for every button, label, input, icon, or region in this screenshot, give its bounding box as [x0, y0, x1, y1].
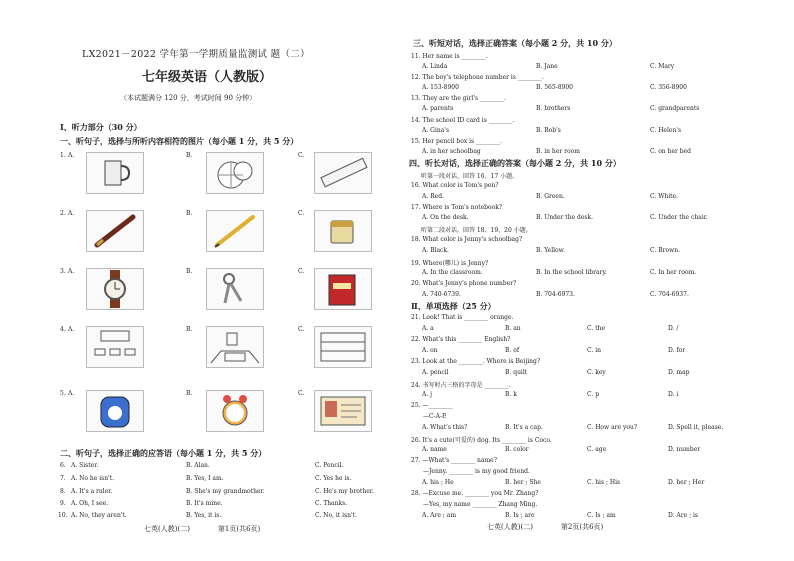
question-text: 28. —Excuse me. ________ you Mr. Zhang?: [411, 490, 539, 497]
question-line-2: —C-A-P.: [423, 413, 447, 420]
question-number: 7.: [60, 475, 66, 482]
option-a[interactable]: A. 740-6739.: [422, 291, 461, 298]
pencil-icon[interactable]: [206, 210, 264, 252]
option-a[interactable]: A. Sister.: [71, 462, 99, 469]
option-a[interactable]: A. No, they aren't.: [71, 512, 127, 519]
option-c-label: C.: [298, 152, 305, 159]
option-d[interactable]: D. Spell it, please.: [668, 424, 724, 431]
question-number: 8.: [60, 488, 66, 495]
option-b[interactable]: B. her ; She: [505, 479, 541, 486]
question-text: 21. Look! That is ________ orange.: [411, 314, 514, 321]
question-line-2: —Yes, my name ________ Zhang Ming.: [423, 501, 538, 508]
option-a[interactable]: A. What's this?: [422, 424, 468, 431]
eraser-icon[interactable]: [314, 210, 372, 252]
option-b[interactable]: B. It's a cap.: [505, 424, 543, 431]
option-c[interactable]: C. Is ; am: [587, 512, 616, 519]
option-a[interactable]: A. 153-8900: [422, 84, 459, 91]
option-b[interactable]: B. In the school library.: [536, 269, 607, 276]
option-a-label: A.: [68, 210, 75, 217]
keys-icon[interactable]: [206, 268, 264, 310]
option-c[interactable]: C. Brown.: [650, 247, 680, 254]
option-c[interactable]: C. p: [587, 391, 600, 398]
question-text: 18. What color is Jenny's schoolbag?: [411, 236, 523, 243]
option-a[interactable]: A. Black.: [422, 247, 449, 254]
option-b[interactable]: B. Yes, it is.: [186, 512, 222, 519]
dialog-1-instruction: 听第一段对话，回答 16、17 小题。: [421, 173, 519, 180]
orange-icon[interactable]: [206, 152, 264, 194]
question-text: 17. Where is Tom's notebook?: [411, 204, 503, 211]
question-text: 26. It's a cute(可爱的) dog. Its ________ is Coco.: [411, 437, 552, 444]
option-c[interactable]: C. Yes he is.: [315, 475, 352, 482]
option-a[interactable]: A. Linda: [422, 63, 448, 70]
option-b[interactable]: B. Alan.: [186, 462, 210, 469]
option-b[interactable]: B. Jane: [536, 63, 558, 70]
option-c[interactable]: C. the: [587, 325, 606, 332]
dictionary-icon[interactable]: [314, 268, 372, 310]
option-a[interactable]: A. Are ; am: [422, 512, 457, 519]
option-b[interactable]: B. Is ; are: [505, 512, 535, 519]
option-a-label: A.: [68, 152, 75, 159]
option-a[interactable]: A. In the classroom.: [422, 269, 483, 276]
option-c[interactable]: C. White.: [650, 193, 679, 200]
question-number: 4.: [60, 326, 66, 333]
page-right: [397, 0, 794, 561]
option-c[interactable]: C. Mary: [650, 63, 675, 70]
option-b[interactable]: B. It's mine.: [186, 500, 223, 507]
option-c[interactable]: C. his ; His: [587, 479, 621, 486]
option-c-label: C.: [298, 390, 305, 397]
question-number: 10.: [58, 512, 68, 519]
option-b-label: B.: [186, 210, 193, 217]
option-a[interactable]: A. a: [422, 325, 434, 332]
dialog-2-instruction: 听第二段对话，回答 18、19、20 小题。: [421, 227, 532, 234]
option-c-label: C.: [298, 268, 305, 275]
question-number: 9.: [60, 500, 66, 507]
option-c-label: C.: [298, 210, 305, 217]
option-c[interactable]: C. Under the chair.: [650, 214, 708, 221]
option-a[interactable]: A. parents: [422, 105, 454, 112]
question-text: 14. The school ID card is ________.: [411, 117, 515, 124]
option-a-label: A.: [68, 326, 75, 333]
option-a-label: A.: [68, 268, 75, 275]
question-text: 25. —________: [411, 402, 453, 409]
question-text: 20. What's Jenny's phone number?: [411, 280, 517, 287]
option-d[interactable]: D. Are ; is: [668, 512, 698, 519]
option-a-label: A.: [68, 390, 75, 397]
option-c[interactable]: C. No, it isn't.: [315, 512, 357, 519]
option-c[interactable]: C. He's my brother.: [315, 488, 374, 495]
exam-subject-title: 七年级英语（人教版）: [142, 70, 273, 85]
bedroom-icon[interactable]: [206, 326, 264, 368]
question-text: 16. What color is Tom's pen?: [411, 182, 499, 189]
option-a[interactable]: A. No he isn't.: [71, 475, 115, 482]
part3-heading: 三、听短对话，选择正确答案（每小题 2 分，共 10 分）: [413, 38, 617, 48]
option-c[interactable]: C. 704-6937.: [650, 291, 689, 298]
option-b[interactable]: B. Yes, I am.: [186, 475, 224, 482]
option-a[interactable]: A. his ; He: [422, 479, 454, 486]
option-a[interactable]: A. Oh, I see.: [71, 500, 109, 507]
option-b-label: B.: [186, 326, 193, 333]
option-a[interactable]: A. on: [422, 347, 438, 354]
mug-icon[interactable]: [86, 152, 144, 194]
schoolbag-icon[interactable]: [86, 390, 144, 432]
question-text: 15. Her pencil box is ________.: [411, 138, 502, 145]
page-footer: 七英(人教)(二) 第1页(共6页): [144, 525, 261, 533]
part4-heading: 四、听长对话，选择正确的答案（每小题 2 分，共 10 分）: [409, 158, 621, 168]
question-line-2: —Jenny. ________ is my good friend.: [423, 468, 530, 475]
option-c[interactable]: C. Pencil.: [315, 462, 344, 469]
classroom-icon[interactable]: [86, 326, 144, 368]
question-number: 6.: [60, 462, 66, 469]
option-c[interactable]: C. on her bed: [650, 148, 691, 155]
option-c[interactable]: C. age: [587, 446, 607, 453]
question-number: 1.: [60, 152, 66, 159]
option-b-label: B.: [186, 268, 193, 275]
exam-info: （本试题满分 120 分，考试时间 90 分钟）: [120, 94, 257, 102]
option-a[interactable]: A. Gina's: [422, 127, 450, 134]
question-text: 27. —What's ________ name?: [411, 457, 497, 464]
option-b-label: B.: [186, 390, 193, 397]
option-b[interactable]: B. Yellow.: [536, 247, 565, 254]
option-c-label: C.: [298, 326, 305, 333]
option-b[interactable]: B. Under the desk.: [536, 214, 594, 221]
option-c[interactable]: C. 356-8900: [650, 84, 687, 91]
option-c[interactable]: C. key: [587, 369, 606, 376]
option-b[interactable]: B. 565-8900: [536, 84, 573, 91]
question-number: 2.: [60, 210, 66, 217]
option-d[interactable]: D. /: [668, 325, 679, 332]
option-d[interactable]: D. number: [668, 446, 701, 453]
ruler-icon[interactable]: [314, 152, 372, 194]
option-c[interactable]: C. in: [587, 347, 601, 354]
option-a[interactable]: A. in her schoolbag: [422, 148, 481, 155]
option-c[interactable]: C. How are you?: [587, 424, 638, 431]
option-b[interactable]: B. 704-6973.: [536, 291, 575, 298]
option-d[interactable]: D. i: [668, 391, 679, 398]
option-b[interactable]: B. brothers: [536, 105, 571, 112]
option-d[interactable]: D. map: [668, 369, 690, 376]
option-a[interactable]: A. It's a ruler.: [71, 488, 113, 495]
option-a[interactable]: A. Red.: [422, 193, 444, 200]
question-text: 24. 书写时占三格的字母是 ________.: [411, 382, 511, 389]
section-single-choice: Ⅱ、单项选择（25 分）: [411, 301, 496, 311]
option-b[interactable]: B. color: [505, 446, 529, 453]
option-b[interactable]: B. k: [505, 391, 517, 398]
option-b[interactable]: B. Green.: [536, 193, 565, 200]
option-b[interactable]: B. Bob's: [536, 127, 561, 134]
option-c[interactable]: C. In her room.: [650, 269, 697, 276]
option-a[interactable]: A. pencil: [422, 369, 449, 376]
question-text: 23. Look at the ________. Where is Beijing?: [411, 358, 541, 365]
question-text: 19. Where(哪儿) is Jenny?: [411, 260, 489, 267]
option-a[interactable]: A. name: [422, 446, 447, 453]
watch-icon[interactable]: [86, 268, 144, 310]
option-a[interactable]: A. j: [422, 391, 433, 398]
option-b[interactable]: B. of: [505, 347, 520, 354]
option-b-label: B.: [186, 152, 193, 159]
option-b[interactable]: B. She's my grandmother.: [186, 488, 265, 495]
question-text: 11. Her name is ________.: [411, 53, 488, 60]
option-b[interactable]: B. quilt: [505, 369, 528, 376]
option-a[interactable]: A. On the desk.: [422, 214, 469, 221]
exam-title: LX2021－2022 学年第一学期质量监测试 题（二）: [82, 49, 310, 60]
option-b[interactable]: B. an: [505, 325, 521, 332]
library-icon[interactable]: [314, 326, 372, 368]
part2-heading: 二、听句子，选择正确的应答语（每小题 1 分，共 5 分）: [60, 448, 267, 458]
option-c[interactable]: C. grandparents: [650, 105, 700, 112]
question-number: 5.: [60, 390, 66, 397]
part1-heading: 一、听句子，选择与所听内容相符的图片（每小题 1 分，共 5 分）: [60, 136, 299, 146]
option-d[interactable]: D. her ; Her: [668, 479, 705, 486]
option-c[interactable]: C. Helen's: [650, 127, 682, 134]
alarm-clock-icon[interactable]: [206, 390, 264, 432]
question-text: 22. What's this ________ English?: [411, 336, 511, 343]
id-card-icon[interactable]: [314, 390, 372, 432]
option-c[interactable]: C. Thanks.: [315, 500, 348, 507]
pen-icon[interactable]: [86, 210, 144, 252]
option-b[interactable]: B. in her room: [536, 148, 580, 155]
question-number: 3.: [60, 268, 66, 275]
section-listening: Ⅰ、听力部分（30 分）: [60, 122, 142, 132]
option-d[interactable]: D. for: [668, 347, 686, 354]
page-footer: 七英(人教)(二) 第2页(共6页): [487, 523, 604, 531]
question-text: 13. They are the girl's ________.: [411, 95, 506, 102]
question-text: 12. The boy's telephone number is ________.: [411, 74, 544, 81]
